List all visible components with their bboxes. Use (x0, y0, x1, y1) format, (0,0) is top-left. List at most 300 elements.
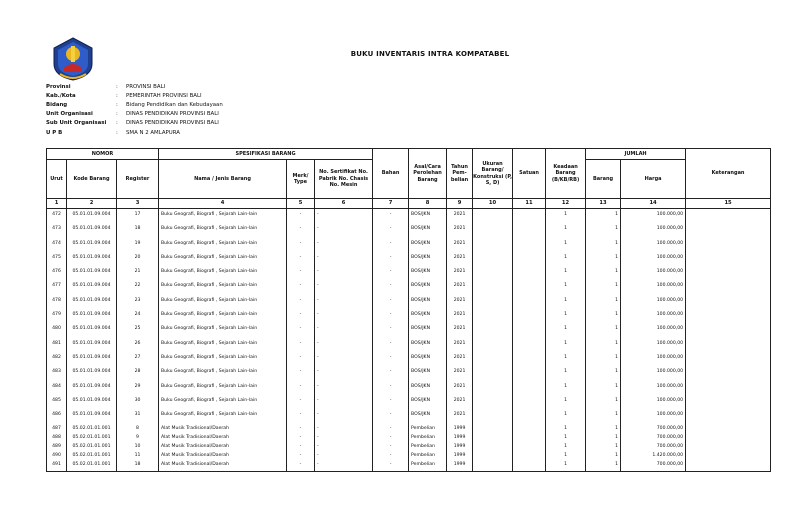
cell-merk: - (287, 326, 315, 340)
cell-tahun: 2021 (447, 369, 473, 383)
cell-sertifikat: - (315, 369, 373, 383)
cell-urut: 482 (47, 355, 67, 369)
cell-register: 21 (117, 269, 159, 283)
cell-keadaan: 1 (546, 369, 586, 383)
cell-bahan: - (373, 412, 409, 426)
cell-keadaan: 1 (546, 462, 586, 472)
column-number: 9 (447, 199, 473, 209)
cell-tahun: 2021 (447, 283, 473, 297)
cell-asal-cara: BOS/JKN (409, 298, 447, 312)
cell-satuan (513, 355, 546, 369)
cell-keterangan (686, 453, 771, 462)
cell-barang: 1 (586, 283, 621, 297)
cell-urut: 475 (47, 255, 67, 269)
cell-ukuran (473, 426, 513, 435)
cell-asal-cara: BOS/JKN (409, 326, 447, 340)
cell-harga: 100.000,00 (621, 298, 686, 312)
cell-satuan (513, 312, 546, 326)
cell-keadaan: 1 (546, 269, 586, 283)
cell-tahun: 1999 (447, 462, 473, 472)
cell-sertifikat: - (315, 412, 373, 426)
cell-asal-cara: BOS/JKN (409, 226, 447, 240)
cell-asal-cara: Pembelian (409, 426, 447, 435)
cell-urut: 478 (47, 298, 67, 312)
cell-sertifikat: - (315, 283, 373, 297)
cell-merk: - (287, 355, 315, 369)
cell-asal-cara: Pembelian (409, 435, 447, 444)
cell-barang: 1 (586, 384, 621, 398)
cell-harga: 100.000,00 (621, 341, 686, 355)
table-row (47, 298, 771, 312)
document-title: BUKU INVENTARIS INTRA KOMPATABEL (350, 50, 510, 58)
cell-merk: - (287, 369, 315, 383)
cell-merk: - (287, 412, 315, 426)
cell-merk: - (287, 255, 315, 269)
cell-keadaan: 1 (546, 384, 586, 398)
meta-row-sub-unit-organisasi (46, 119, 223, 128)
cell-tahun: 2021 (447, 298, 473, 312)
table-row (47, 462, 771, 472)
header-satuan: Satuan (513, 149, 546, 199)
cell-keadaan: 1 (546, 255, 586, 269)
table-row (47, 384, 771, 398)
cell-ukuran (473, 255, 513, 269)
cell-register: 18 (117, 226, 159, 240)
cell-asal-cara: BOS/JKN (409, 384, 447, 398)
meta-colon: : (116, 83, 118, 90)
header-sertifikat: No. Sertifikat No. Pabrik No. Chasis No. Mesin (315, 160, 373, 199)
cell-keadaan: 1 (546, 241, 586, 255)
header-harga: Harga (621, 160, 686, 199)
meta-value: DINAS PENDIDIKAN PROVINSI BALI (126, 120, 219, 127)
header-ukuran: Ukuran Barang/ Konstruksi (P, S, D) (473, 149, 513, 199)
meta-value: PROVINSI BALI (126, 83, 166, 90)
header-keterangan: Keterangan (686, 149, 771, 199)
cell-urut: 472 (47, 212, 67, 226)
cell-harga: 700.000,00 (621, 435, 686, 444)
cell-bahan: - (373, 435, 409, 444)
cell-keterangan (686, 298, 771, 312)
cell-keadaan: 1 (546, 453, 586, 462)
cell-barang: 1 (586, 312, 621, 326)
cell-asal-cara: Pembelian (409, 453, 447, 462)
cell-asal-cara: BOS/JKN (409, 283, 447, 297)
cell-keterangan (686, 212, 771, 226)
cell-urut: 473 (47, 226, 67, 240)
cell-tahun: 2021 (447, 312, 473, 326)
cell-barang: 1 (586, 269, 621, 283)
cell-sertifikat: - (315, 269, 373, 283)
cell-satuan (513, 453, 546, 462)
cell-barang: 1 (586, 453, 621, 462)
cell-tahun: 2021 (447, 384, 473, 398)
cell-satuan (513, 369, 546, 383)
cell-satuan (513, 255, 546, 269)
cell-nama-barang: Buku Geografi, Biografi , Sejarah Lain-lain (159, 226, 287, 240)
cell-keterangan (686, 384, 771, 398)
cell-kode-barang: 05.02.01.01.001 (67, 426, 117, 435)
cell-ukuran (473, 269, 513, 283)
meta-value: DINAS PENDIDIKAN PROVINSI BALI (126, 111, 219, 118)
cell-bahan: - (373, 326, 409, 340)
cell-harga: 100.000,00 (621, 255, 686, 269)
cell-nama-barang: Buku Geografi, Biografi , Sejarah Lain-lain (159, 369, 287, 383)
cell-barang: 1 (586, 226, 621, 240)
cell-tahun: 2021 (447, 398, 473, 412)
cell-merk: - (287, 398, 315, 412)
cell-register: 9 (117, 435, 159, 444)
cell-nama-barang: Buku Geografi, Biografi , Sejarah Lain-lain (159, 412, 287, 426)
cell-sertifikat: - (315, 444, 373, 453)
cell-urut: 477 (47, 283, 67, 297)
cell-register: 20 (117, 255, 159, 269)
cell-keterangan (686, 444, 771, 453)
column-number: 6 (315, 199, 373, 209)
cell-keadaan: 1 (546, 283, 586, 297)
column-number: 12 (546, 199, 586, 209)
header-nomor: NOMOR (47, 149, 159, 160)
cell-barang: 1 (586, 212, 621, 226)
table-row (47, 369, 771, 383)
cell-merk: - (287, 462, 315, 472)
cell-sertifikat: - (315, 341, 373, 355)
cell-harga: 700.000,00 (621, 462, 686, 472)
table-row (47, 212, 771, 226)
inventory-table (46, 148, 771, 472)
header-kode-barang: Kode Barang (67, 160, 117, 199)
cell-keadaan: 1 (546, 355, 586, 369)
cell-keadaan: 1 (546, 212, 586, 226)
cell-harga: 100.000,00 (621, 212, 686, 226)
cell-merk: - (287, 283, 315, 297)
meta-label: Kab./Kota (46, 92, 76, 99)
cell-bahan: - (373, 241, 409, 255)
cell-kode-barang: 05.01.01.09.004 (67, 298, 117, 312)
table-row (47, 341, 771, 355)
cell-tahun: 1999 (447, 426, 473, 435)
cell-keterangan (686, 369, 771, 383)
cell-register: 19 (117, 241, 159, 255)
cell-urut: 490 (47, 453, 67, 462)
cell-nama-barang: Alat Musik Tradisional/Daerah (159, 426, 287, 435)
cell-ukuran (473, 369, 513, 383)
column-number: 8 (409, 199, 447, 209)
cell-barang: 1 (586, 444, 621, 453)
table-row (47, 269, 771, 283)
table-row (47, 226, 771, 240)
cell-kode-barang: 05.01.01.09.004 (67, 312, 117, 326)
cell-tahun: 1999 (447, 453, 473, 462)
cell-keadaan: 1 (546, 341, 586, 355)
cell-bahan: - (373, 453, 409, 462)
cell-keadaan: 1 (546, 426, 586, 435)
cell-tahun: 2021 (447, 255, 473, 269)
cell-register: 10 (117, 444, 159, 453)
cell-satuan (513, 226, 546, 240)
bali-province-emblem-icon (50, 36, 96, 82)
cell-sertifikat: - (315, 226, 373, 240)
cell-harga: 100.000,00 (621, 226, 686, 240)
meta-row-unit-organisasi (46, 110, 223, 119)
header-barang: Barang (586, 160, 621, 199)
cell-urut: 476 (47, 269, 67, 283)
cell-harga: 100.000,00 (621, 369, 686, 383)
cell-register: 22 (117, 283, 159, 297)
cell-tahun: 2021 (447, 326, 473, 340)
cell-harga: 1.420.000,00 (621, 453, 686, 462)
cell-harga: 100.000,00 (621, 283, 686, 297)
cell-bahan: - (373, 384, 409, 398)
cell-kode-barang: 05.01.01.09.004 (67, 412, 117, 426)
cell-nama-barang: Alat Musik Tradisional/Daerah (159, 462, 287, 472)
cell-satuan (513, 444, 546, 453)
cell-barang: 1 (586, 398, 621, 412)
table-row (47, 326, 771, 340)
cell-keterangan (686, 412, 771, 426)
header-tahun: Tahun Pem- belian (447, 149, 473, 199)
cell-register: 31 (117, 412, 159, 426)
cell-ukuran (473, 355, 513, 369)
column-number: 11 (513, 199, 546, 209)
cell-ukuran (473, 326, 513, 340)
cell-barang: 1 (586, 462, 621, 472)
cell-nama-barang: Buku Geografi, Biografi , Sejarah Lain-lain (159, 255, 287, 269)
cell-ukuran (473, 462, 513, 472)
cell-satuan (513, 341, 546, 355)
header-spesifikasi: SPESIFIKASI BARANG (159, 149, 373, 160)
cell-sertifikat: - (315, 355, 373, 369)
header-bahan: Bahan (373, 149, 409, 199)
cell-kode-barang: 05.01.01.09.004 (67, 212, 117, 226)
cell-nama-barang: Buku Geografi, Biografi , Sejarah Lain-lain (159, 283, 287, 297)
cell-harga: 100.000,00 (621, 269, 686, 283)
cell-barang: 1 (586, 298, 621, 312)
cell-keterangan (686, 255, 771, 269)
cell-tahun: 2021 (447, 226, 473, 240)
cell-barang: 1 (586, 426, 621, 435)
cell-kode-barang: 05.01.01.09.004 (67, 283, 117, 297)
cell-harga: 100.000,00 (621, 241, 686, 255)
cell-ukuran (473, 298, 513, 312)
cell-satuan (513, 283, 546, 297)
cell-asal-cara: Pembelian (409, 462, 447, 472)
cell-asal-cara: BOS/JKN (409, 212, 447, 226)
header-nama-jenis: Nama / Jenis Barang (159, 160, 287, 199)
table-row (47, 312, 771, 326)
table-row (47, 283, 771, 297)
cell-satuan (513, 435, 546, 444)
cell-satuan (513, 384, 546, 398)
table-row (47, 412, 771, 426)
cell-keterangan (686, 398, 771, 412)
cell-keadaan: 1 (546, 298, 586, 312)
table-row (47, 355, 771, 369)
column-number: 4 (159, 199, 287, 209)
meta-value: Bidang Pendidikan dan Kebudayaan (126, 101, 223, 108)
header-jumlah: JUMLAH (586, 149, 686, 160)
cell-sertifikat: - (315, 326, 373, 340)
cell-tahun: 2021 (447, 269, 473, 283)
cell-kode-barang: 05.02.01.01.001 (67, 444, 117, 453)
cell-harga: 700.000,00 (621, 444, 686, 453)
column-number: 14 (621, 199, 686, 209)
cell-barang: 1 (586, 355, 621, 369)
meta-value: SMA N 2 AMLAPURA (126, 129, 180, 136)
cell-nama-barang: Buku Geografi, Biografi , Sejarah Lain-lain (159, 312, 287, 326)
cell-register: 29 (117, 384, 159, 398)
column-number: 15 (686, 199, 771, 209)
cell-merk: - (287, 212, 315, 226)
cell-bahan: - (373, 298, 409, 312)
cell-satuan (513, 241, 546, 255)
cell-merk: - (287, 241, 315, 255)
cell-bahan: - (373, 212, 409, 226)
cell-keterangan (686, 355, 771, 369)
cell-keadaan: 1 (546, 326, 586, 340)
cell-harga: 100.000,00 (621, 355, 686, 369)
cell-ukuran (473, 312, 513, 326)
cell-urut: 488 (47, 435, 67, 444)
cell-keterangan (686, 226, 771, 240)
cell-barang: 1 (586, 241, 621, 255)
cell-ukuran (473, 384, 513, 398)
cell-urut: 481 (47, 341, 67, 355)
cell-harga: 700.000,00 (621, 426, 686, 435)
cell-bahan: - (373, 283, 409, 297)
cell-ukuran (473, 226, 513, 240)
table-row (47, 398, 771, 412)
meta-colon: : (116, 120, 118, 127)
cell-harga: 100.000,00 (621, 312, 686, 326)
cell-urut: 489 (47, 444, 67, 453)
cell-asal-cara: BOS/JKN (409, 412, 447, 426)
cell-kode-barang: 05.01.01.09.004 (67, 326, 117, 340)
cell-harga: 100.000,00 (621, 326, 686, 340)
column-number: 1 (47, 199, 67, 209)
meta-label: U P B (46, 129, 63, 136)
cell-harga: 100.000,00 (621, 412, 686, 426)
cell-urut: 483 (47, 369, 67, 383)
cell-tahun: 2021 (447, 212, 473, 226)
cell-kode-barang: 05.01.01.09.004 (67, 341, 117, 355)
cell-register: 28 (117, 369, 159, 383)
cell-keterangan (686, 462, 771, 472)
cell-urut: 487 (47, 426, 67, 435)
table-body (47, 209, 771, 472)
cell-kode-barang: 05.01.01.09.004 (67, 384, 117, 398)
cell-satuan (513, 462, 546, 472)
cell-bahan: - (373, 269, 409, 283)
cell-nama-barang: Buku Geografi, Biografi , Sejarah Lain-lain (159, 212, 287, 226)
cell-register: 25 (117, 326, 159, 340)
cell-urut: 485 (47, 398, 67, 412)
cell-keadaan: 1 (546, 412, 586, 426)
cell-register: 27 (117, 355, 159, 369)
cell-keterangan (686, 435, 771, 444)
cell-kode-barang: 05.01.01.09.004 (67, 269, 117, 283)
cell-sertifikat: - (315, 426, 373, 435)
cell-register: 24 (117, 312, 159, 326)
cell-asal-cara: BOS/JKN (409, 369, 447, 383)
meta-label: Provinsi (46, 83, 71, 90)
cell-kode-barang: 05.02.01.01.001 (67, 453, 117, 462)
cell-nama-barang: Alat Musik Tradisional/Daerah (159, 453, 287, 462)
cell-ukuran (473, 283, 513, 297)
cell-sertifikat: - (315, 453, 373, 462)
cell-tahun: 2021 (447, 355, 473, 369)
cell-nama-barang: Alat Musik Tradisional/Daerah (159, 444, 287, 453)
cell-tahun: 2021 (447, 341, 473, 355)
cell-asal-cara: BOS/JKN (409, 269, 447, 283)
cell-kode-barang: 05.01.01.09.004 (67, 226, 117, 240)
cell-satuan (513, 298, 546, 312)
cell-urut: 484 (47, 384, 67, 398)
cell-bahan: - (373, 312, 409, 326)
cell-merk: - (287, 312, 315, 326)
cell-kode-barang: 05.02.01.01.001 (67, 462, 117, 472)
cell-bahan: - (373, 255, 409, 269)
header-register: Register (117, 160, 159, 199)
cell-urut: 479 (47, 312, 67, 326)
cell-nama-barang: Buku Geografi, Biografi , Sejarah Lain-lain (159, 241, 287, 255)
cell-barang: 1 (586, 369, 621, 383)
cell-nama-barang: Buku Geografi, Biografi , Sejarah Lain-lain (159, 326, 287, 340)
cell-ukuran (473, 341, 513, 355)
cell-ukuran (473, 212, 513, 226)
cell-tahun: 1999 (447, 444, 473, 453)
cell-asal-cara: BOS/JKN (409, 398, 447, 412)
cell-keterangan (686, 426, 771, 435)
cell-asal-cara: Pembelian (409, 444, 447, 453)
cell-satuan (513, 426, 546, 435)
cell-merk: - (287, 426, 315, 435)
cell-kode-barang: 05.01.01.09.004 (67, 355, 117, 369)
cell-barang: 1 (586, 326, 621, 340)
column-number: 2 (67, 199, 117, 209)
cell-ukuran (473, 444, 513, 453)
column-number: 3 (117, 199, 159, 209)
cell-sertifikat: - (315, 255, 373, 269)
cell-satuan (513, 398, 546, 412)
cell-nama-barang: Buku Geografi, Biografi , Sejarah Lain-lain (159, 384, 287, 398)
cell-kode-barang: 05.01.01.09.004 (67, 241, 117, 255)
cell-bahan: - (373, 369, 409, 383)
meta-block (46, 82, 223, 137)
cell-barang: 1 (586, 341, 621, 355)
cell-sertifikat: - (315, 212, 373, 226)
meta-colon: : (116, 129, 118, 136)
cell-sertifikat: - (315, 298, 373, 312)
cell-keterangan (686, 283, 771, 297)
meta-label: Unit Organisasi (46, 111, 93, 118)
cell-sertifikat: - (315, 462, 373, 472)
cell-keterangan (686, 326, 771, 340)
meta-row-bidang (46, 100, 223, 109)
cell-register: 18 (117, 462, 159, 472)
cell-barang: 1 (586, 412, 621, 426)
cell-urut: 491 (47, 462, 67, 472)
cell-sertifikat: - (315, 435, 373, 444)
header-urut: Urut (47, 160, 67, 199)
cell-barang: 1 (586, 435, 621, 444)
cell-bahan: - (373, 398, 409, 412)
cell-register: 17 (117, 212, 159, 226)
cell-ukuran (473, 435, 513, 444)
column-number: 7 (373, 199, 409, 209)
cell-register: 23 (117, 298, 159, 312)
column-number: 13 (586, 199, 621, 209)
cell-nama-barang: Alat Musik Tradisional/Daerah (159, 435, 287, 444)
